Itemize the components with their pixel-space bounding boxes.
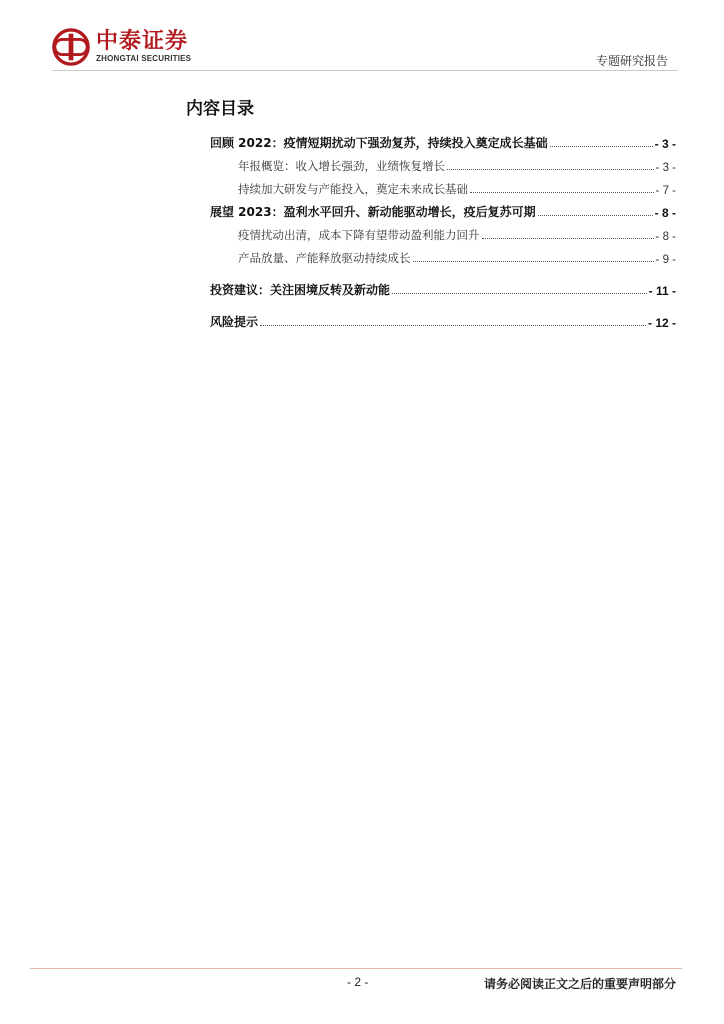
toc-leader-dots [447, 169, 654, 170]
toc-entry-text: 年报概览：收入增长强劲，业绩恢复增长 [238, 159, 445, 173]
company-name-en: ZHONGTAI SECURITIES [96, 54, 192, 63]
toc-leader-dots [413, 261, 654, 262]
footer-disclaimer: 请务必阅读正文之后的重要声明部分 [483, 977, 676, 991]
zhongtai-logo-icon [52, 28, 90, 66]
toc-entry-text: 疫情扰动出清，成本下降有望带动盈利能力回升 [238, 228, 480, 242]
report-type-label: 专题研究报告 [595, 54, 668, 68]
toc-title: 内容目录 [186, 99, 254, 119]
toc-entry-page: - 3 - [655, 162, 676, 174]
footer-divider [30, 968, 682, 969]
toc-entry-page: - 12 - [647, 316, 676, 330]
toc-entry-page: - 8 - [655, 231, 676, 243]
toc-leader-dots [470, 192, 654, 193]
page-number: - 2 - [347, 975, 369, 989]
toc-entry-text: 展望 2023：盈利水平回升、新动能驱动增长，疫后复苏可期 [210, 205, 536, 219]
toc-entry-page: - 8 - [654, 206, 676, 220]
toc-leader-dots [392, 293, 647, 294]
toc-entry-page: - 9 - [655, 254, 676, 266]
toc-entry[interactable] [210, 197, 676, 220]
toc-entry[interactable] [210, 128, 676, 151]
toc-entry-page: - 7 - [655, 185, 676, 197]
toc-leader-dots [550, 146, 653, 147]
toc-entry[interactable] [210, 151, 676, 174]
header-divider [52, 70, 678, 71]
toc-entry-text: 投资建议：关注困境反转及新动能 [210, 283, 391, 297]
toc-entry[interactable] [210, 275, 676, 298]
toc-entry-page: - 3 - [654, 137, 676, 151]
toc-entry[interactable] [210, 174, 676, 197]
toc-leader-dots [482, 238, 654, 239]
toc-entry-text: 回顾 2022：疫情短期扰动下强劲复苏，持续投入奠定成长基础 [210, 136, 548, 150]
toc-entry-text: 持续加大研发与产能投入，奠定未来成长基础 [238, 182, 468, 196]
toc-leader-dots [538, 215, 653, 216]
page-header [0, 0, 724, 80]
toc-entry[interactable] [210, 220, 676, 243]
company-name-cn: 中泰证券 [96, 29, 189, 54]
toc-entry-text: 风险提示 [210, 315, 259, 329]
toc-entry-text: 产品放量、产能释放驱动持续成长 [238, 251, 411, 265]
toc-entry[interactable] [210, 243, 676, 266]
toc-leader-dots [260, 325, 646, 326]
toc-entry[interactable] [210, 307, 676, 330]
table-of-contents [210, 128, 676, 330]
company-logo [52, 28, 191, 66]
toc-entry-page: - 11 - [648, 284, 676, 298]
